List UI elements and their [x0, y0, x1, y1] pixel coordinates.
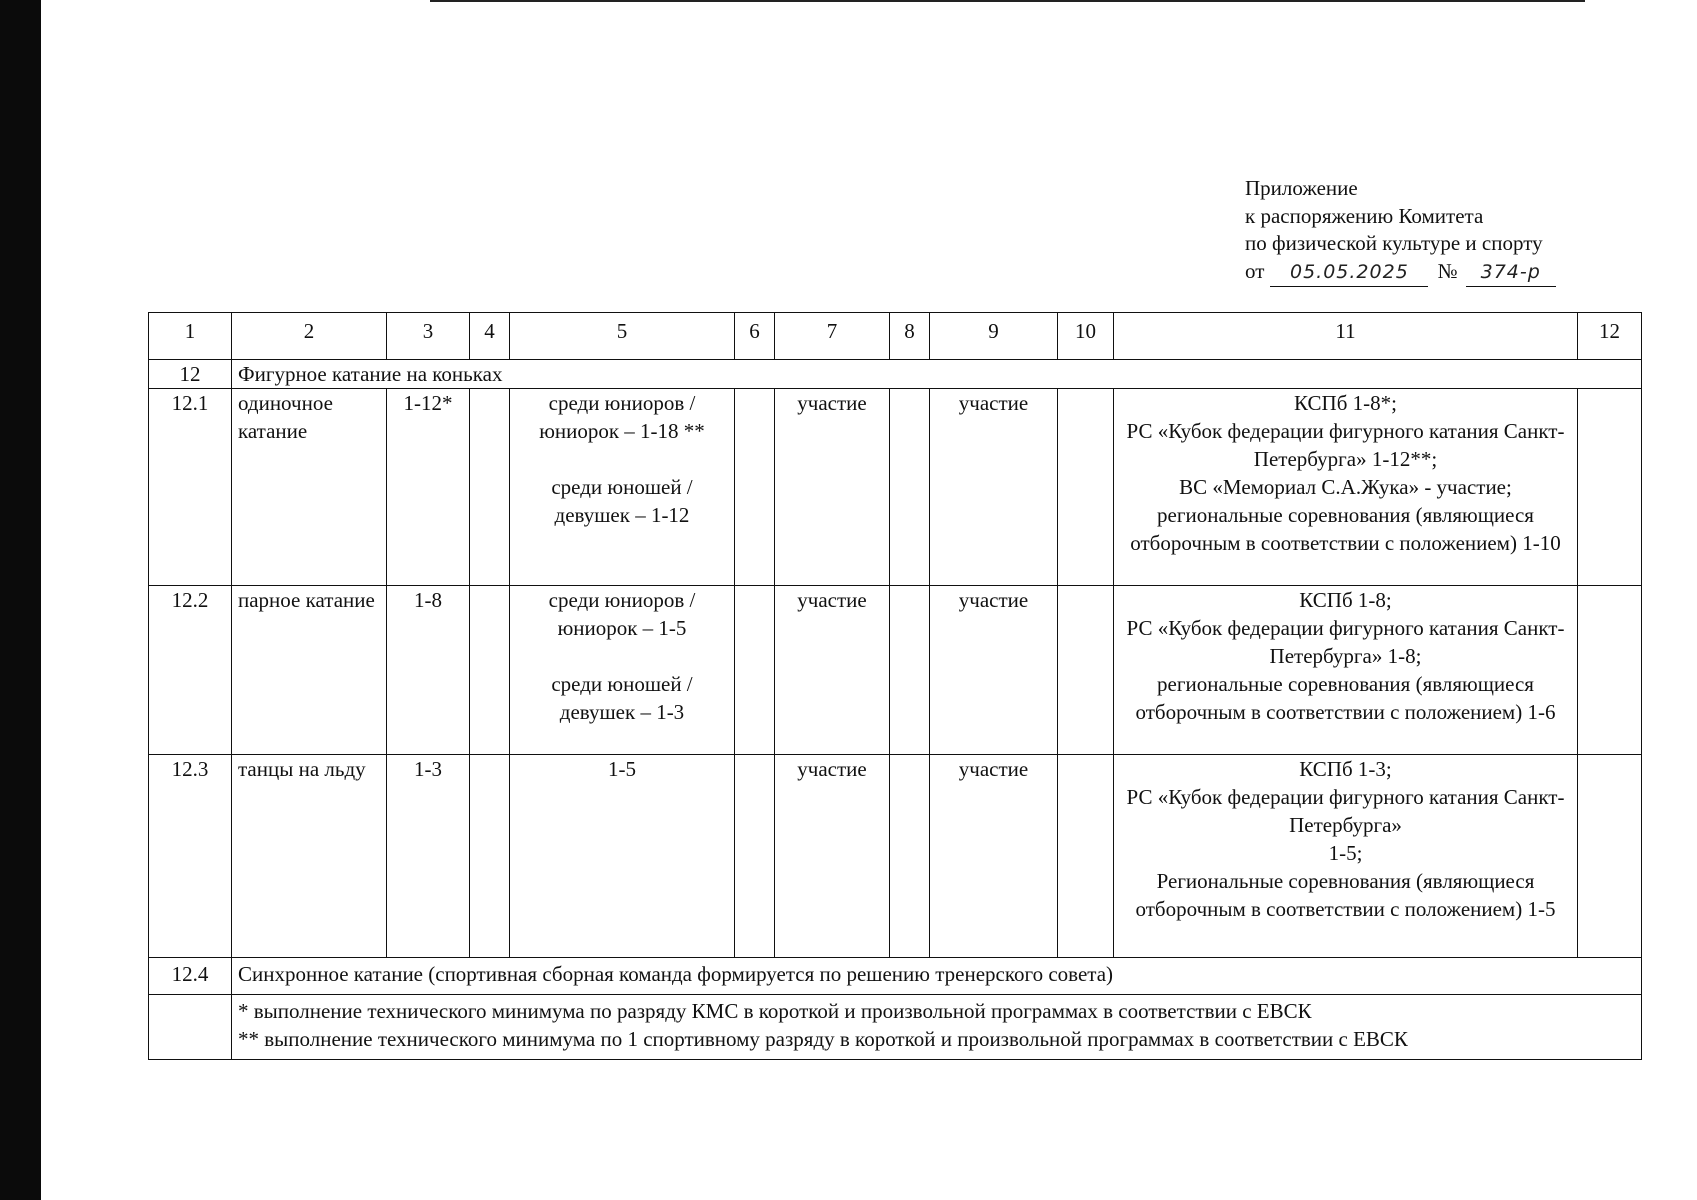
- col3-cell: 1-3: [387, 755, 470, 958]
- row-number: 12.1: [149, 389, 232, 586]
- col7-cell: участие: [775, 586, 890, 755]
- col5-cell: [510, 755, 735, 958]
- sync-skating-text: Синхронное катание (спортивная сборная команда формируется по решению тренерского совета): [232, 958, 1642, 995]
- handwritten-date: 05.05.2025: [1270, 259, 1428, 288]
- col6-cell: [735, 755, 775, 958]
- competition-line: 1-5;: [1328, 841, 1363, 865]
- column-header: 9: [930, 313, 1058, 360]
- column-header: 1: [149, 313, 232, 360]
- col12-cell: [1578, 755, 1642, 958]
- col5-cell: [510, 586, 735, 755]
- scan-edge-shadow: [0, 0, 41, 1200]
- col5-cell: [510, 389, 735, 586]
- table-row: [149, 586, 1642, 755]
- col9-cell: участие: [930, 755, 1058, 958]
- competition-line: КСПб 1-8;: [1299, 588, 1392, 612]
- col8-cell: [890, 755, 930, 958]
- discipline-cell: танцы на льду: [232, 755, 387, 958]
- column-header: 6: [735, 313, 775, 360]
- column-header: 3: [387, 313, 470, 360]
- column-header: 7: [775, 313, 890, 360]
- date-prefix: от: [1245, 258, 1265, 283]
- appendix-reference: к распоряжению Комитета: [1245, 203, 1484, 228]
- column-header: 10: [1058, 313, 1114, 360]
- number-prefix: №: [1437, 258, 1458, 283]
- figure-skating-table: [148, 312, 1642, 1060]
- col4-cell: [470, 586, 510, 755]
- table-row: [149, 389, 1642, 586]
- col10-cell: [1058, 389, 1114, 586]
- col10-cell: [1058, 586, 1114, 755]
- col12-cell: [1578, 586, 1642, 755]
- col6-cell: [735, 586, 775, 755]
- col7-cell: участие: [775, 755, 890, 958]
- col8-cell: [890, 586, 930, 755]
- row-number: 12.2: [149, 586, 232, 755]
- competition-line: РС «Кубок федерации фигурного катания Санкт-Петербурга» 1-8;: [1126, 616, 1565, 668]
- column-header: 2: [232, 313, 387, 360]
- footnote: ** выполнение технического минимума по 1 спортивному разряду в короткой и произвольной программах в соответствии с ЕВСК: [238, 1027, 1408, 1051]
- competitions-cell: [1114, 755, 1578, 958]
- section-number: 12: [149, 360, 232, 389]
- appendix-committee: по физической культуре и спорту: [1245, 231, 1543, 255]
- appendix-date-number: [1245, 258, 1665, 288]
- column-header: 12: [1578, 313, 1642, 360]
- footnotes-empty-cell: [149, 995, 232, 1060]
- col9-cell: участие: [930, 389, 1058, 586]
- competition-line: РС «Кубок федерации фигурного катания Санкт-Петербурга» 1-12**;: [1126, 419, 1565, 471]
- competition-line: ВС «Мемориал С.А.Жука» - участие;: [1179, 475, 1512, 499]
- competitions-cell: [1114, 586, 1578, 755]
- footnotes-row: [149, 995, 1642, 1060]
- row-number: 12.4: [149, 958, 232, 995]
- col6-cell: [735, 389, 775, 586]
- column-header: 5: [510, 313, 735, 360]
- column-header: 8: [890, 313, 930, 360]
- col4-cell: [470, 755, 510, 958]
- discipline-cell: парное катание: [232, 586, 387, 755]
- sync-skating-row: [149, 958, 1642, 995]
- appendix-header: [1245, 175, 1665, 287]
- competition-line: региональные соревнования (являющиеся отборочным в соответствии с положением) 1-6: [1135, 672, 1556, 724]
- section-row: [149, 360, 1642, 389]
- col9-cell: участие: [930, 586, 1058, 755]
- col5-youth: среди юношей / девушек – 1-3: [551, 672, 693, 724]
- competition-line: РС «Кубок федерации фигурного катания Санкт-Петербурга»: [1126, 785, 1565, 837]
- section-title: Фигурное катание на коньках: [232, 360, 1642, 389]
- footnote: * выполнение технического минимума по разряду КМС в короткой и произвольной программах в соответствии с ЕВСК: [238, 999, 1312, 1023]
- page-top-rule: [430, 0, 1585, 2]
- competitions-cell: [1114, 389, 1578, 586]
- col3-cell: 1-8: [387, 586, 470, 755]
- col5-value: 1-5: [608, 757, 636, 781]
- col8-cell: [890, 389, 930, 586]
- column-header: 4: [470, 313, 510, 360]
- row-number: 12.3: [149, 755, 232, 958]
- discipline-cell: одиночное катание: [232, 389, 387, 586]
- col4-cell: [470, 389, 510, 586]
- appendix-title: Приложение: [1245, 176, 1358, 200]
- competition-line: региональные соревнования (являющиеся отборочным в соответствии с положением) 1-10: [1130, 503, 1561, 555]
- column-number-row: [149, 313, 1642, 360]
- col5-juniors: среди юниоров / юниорок – 1-5: [548, 588, 696, 640]
- col3-cell: 1-12*: [387, 389, 470, 586]
- footnotes-cell: [232, 995, 1642, 1060]
- col10-cell: [1058, 755, 1114, 958]
- competition-line: КСПб 1-3;: [1299, 757, 1392, 781]
- col7-cell: участие: [775, 389, 890, 586]
- competition-line: КСПб 1-8*;: [1294, 391, 1397, 415]
- handwritten-number: 374-р: [1466, 259, 1556, 288]
- table-row: [149, 755, 1642, 958]
- column-header: 11: [1114, 313, 1578, 360]
- col5-youth: среди юношей / девушек – 1-12: [551, 475, 693, 527]
- col12-cell: [1578, 389, 1642, 586]
- col5-juniors: среди юниоров / юниорок – 1-18 **: [539, 391, 705, 443]
- competition-line: Региональные соревнования (являющиеся отборочным в соответствии с положением) 1-5: [1135, 869, 1556, 921]
